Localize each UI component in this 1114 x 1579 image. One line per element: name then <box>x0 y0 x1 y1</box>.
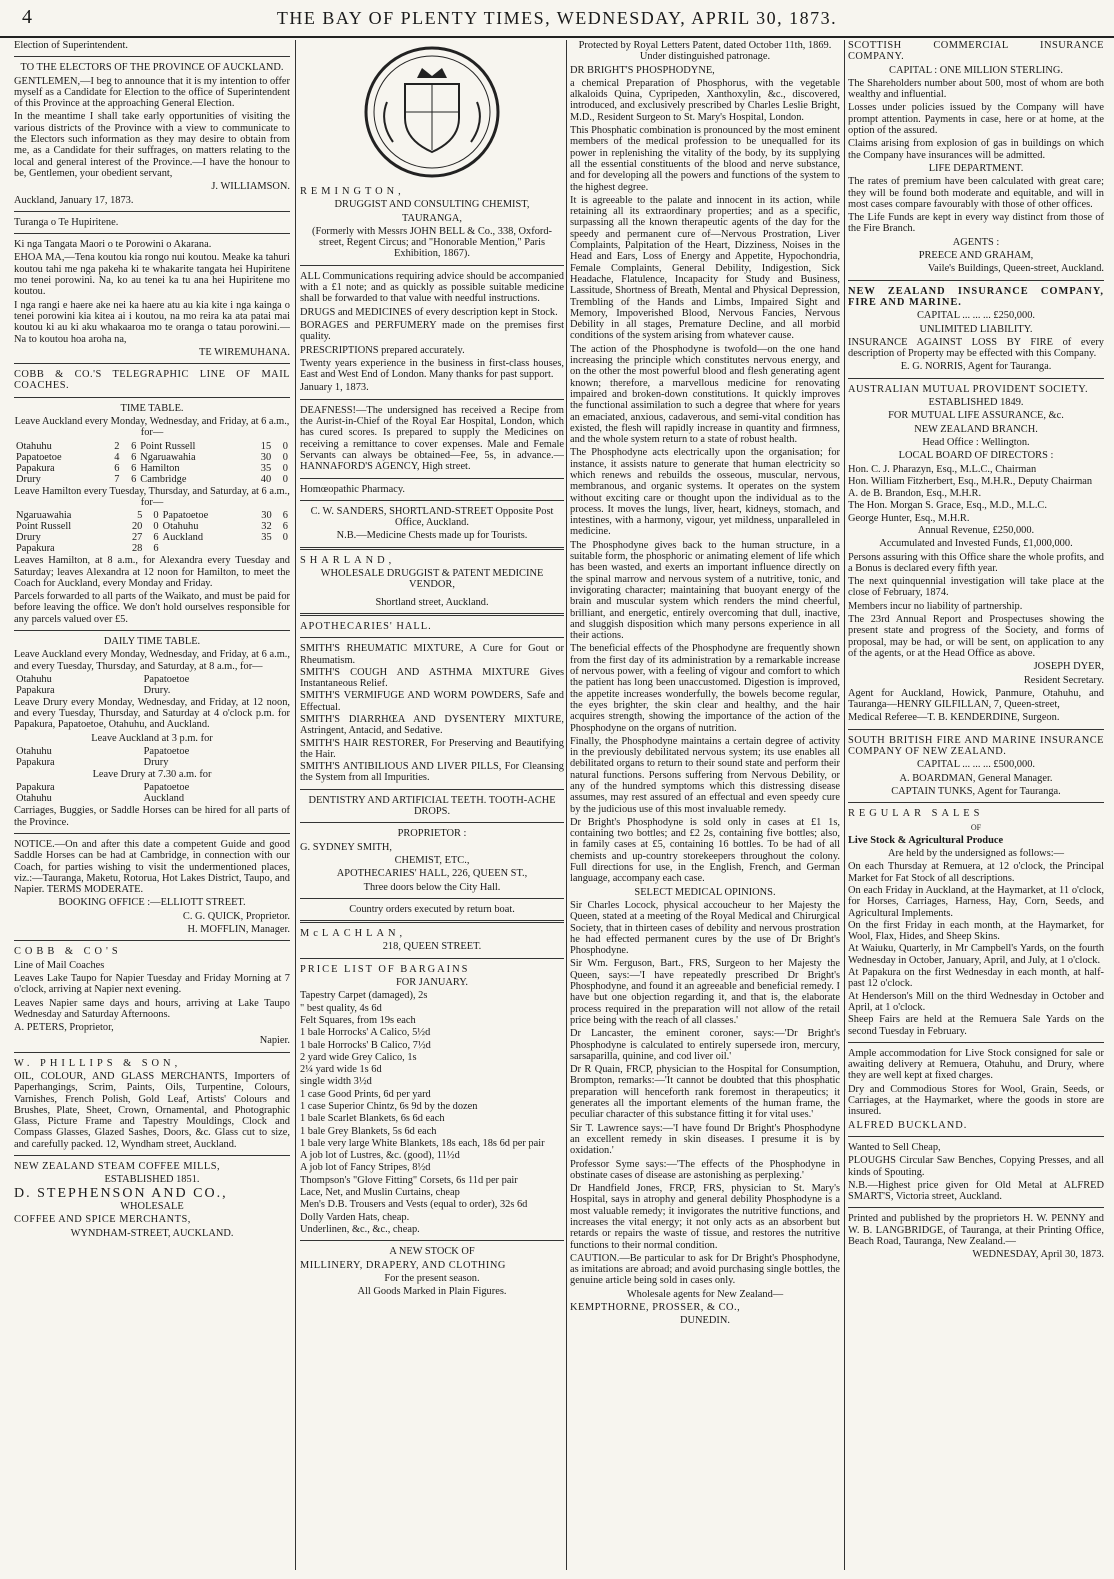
cobb-leave1: Leave Auckland every Monday, Wednesday, and Friday, at 6 a.m., for— <box>14 416 290 439</box>
fare-cell: 0 <box>153 521 159 533</box>
amp-p6: Medical Referee—T. B. KENDERDINE, Surgeon. <box>848 712 1060 724</box>
amp-sign: JOSEPH DYER, <box>1033 661 1104 673</box>
scottish-p3: Claims arising from explosion of gas in buildings on which the Company have insurances will be admitted. <box>848 138 1104 161</box>
director: George Hunter, Esq., M.H.R. <box>848 512 970 524</box>
nzins-p1: INSURANCE AGAINST LOSS BY FIRE of every description of Property may be effected with this Company. <box>848 336 1104 360</box>
sale-item: At Papakura on the first Wednesday in each month, at half-past 12 o'clock. <box>848 967 1104 990</box>
mclachlan-heading: PRICE LIST OF BARGAINS <box>300 963 470 975</box>
remington-trade: DRUGGIST AND CONSULTING CHEMIST, <box>334 199 530 211</box>
route-stop: Otahuhu <box>16 793 52 805</box>
fare-cell: 6 <box>282 521 288 533</box>
cobb-prop: C. G. QUICK, Proprietor. <box>182 910 290 922</box>
route-stop: Auckland <box>143 793 185 805</box>
sb-mgr: A. BOARDMAN, General Manager. <box>899 772 1053 784</box>
remington-p2: DRUGS and MEDICINES of every description kept in Stock. <box>300 306 558 318</box>
cobb-p7: Carriages, Buggies, or Saddle Horses can be hired for all parts of the Province. <box>14 805 290 828</box>
mclachlan-addr: 218, QUEEN STREET. <box>382 941 482 953</box>
amp-p4: The 23rd Annual Report and Prospectuses showing the present state and progress of the Society, and forms of proposal, may be had, or will be sent, on application to any of the agents, or at the Head Office as above. <box>848 614 1104 659</box>
fare-cell: 0 <box>282 473 288 485</box>
fare-cell: 35 <box>260 462 272 474</box>
fares-table-2 <box>14 510 290 554</box>
fare-row <box>14 521 290 532</box>
fare-cell: 30 <box>260 451 272 463</box>
bargain-item: 1 bale Grey Blankets, 5s 6d each <box>300 1125 437 1137</box>
mclachlan-ad <box>300 928 564 1235</box>
bargain-item: Thompson's "Glove Fitting" Corsets, 6s 11d per pair <box>300 1174 518 1186</box>
sale-item: On each Thursday at Remuera, at 12 o'clock, the Principal Market for Fat Stock of all descriptions. <box>848 861 1104 884</box>
scottish-firm: PREECE AND GRAHAM, <box>918 250 1034 262</box>
apothecaries-ad <box>300 621 564 915</box>
phosphodyne-paragraph: The Phosphodyne acts electrically upon the organisation; for instance, it assists nature to generate that human electricity so which renews and rebuilds the osseous, muscular, nervous, membranous, and organic systems. It operates on the system without exciting care or thought upon the individual as to the process. It moves the lungs, liver, heart, kidneys, stomach, and intestines, with a harmony, vigour, yet mildness, unparalleled in medicine. <box>570 447 840 538</box>
route-stop: Papatoetoe <box>143 673 190 685</box>
sb-capital: CAPITAL ... ... ... £500,000. <box>917 759 1035 771</box>
remington-p5: Twenty years experience in the business in first-class houses, East and West End of London. Many thanks for past support. <box>300 357 564 381</box>
remington-p1: ALL Communications requiring advice should be accompanied with a £1 note; and as quickly as possible suitable medicine shall be forwarded to that value with needful instructions. <box>300 270 564 305</box>
coffee-whole: WHOLESALE <box>120 1200 184 1212</box>
cobb-p4: Leave Drury every Monday, Wednesday, and Friday, at 12 noon, and every Tuesday, Thursday, and Saturday at 4 o'clock p.m. for Papakura, Papatoetoe, Otahuhu, and Auckland. <box>14 696 290 731</box>
sales-sub: Live Stock & Agricultural Produce <box>848 834 1004 846</box>
patent-line: Protected by Royal Letters Patent, dated October 11th, 1869. Under distinguished patronage. <box>578 40 832 63</box>
fare-cell: Papatoetoe <box>162 510 209 522</box>
cobb-p2: Parcels forwarded to all parts of the Waikato, and must be paid for before leaving the office. We don't hold ourselves responsible for any parcels valued over £5. <box>14 591 290 625</box>
life-department: LIFE DEPARTMENT. <box>928 162 1024 174</box>
fare-cell: Drury <box>16 473 41 485</box>
scottish-p5: The Life Funds are kept in every way distinct from those of the Fire Branch. <box>848 212 1104 235</box>
fare-cell: 0 <box>282 440 288 452</box>
phillips-ad <box>14 1058 290 1150</box>
stock-p1: For the present season. <box>384 1272 480 1284</box>
medical-opinion: Professor Syme says:—'The effects of the Phosphodyne in obstinate cases of disease are astonishing as perplexing.' <box>570 1158 840 1181</box>
fare-cell: Drury <box>16 532 41 544</box>
fare-cell: 6 <box>153 543 159 555</box>
fare-row <box>14 510 290 521</box>
fare-cell: 30 <box>261 510 272 522</box>
fare-cell: Point Russell <box>16 521 72 533</box>
bargain-item: Lace, Net, and Muslin Curtains, cheap <box>300 1187 460 1199</box>
remedy-item: SMITH'S HAIR RESTORER, For Preserving and Beautifying the Hair. <box>300 737 564 760</box>
column-3 <box>570 40 840 1572</box>
phosphodyne-body <box>570 125 840 885</box>
amp-funds: Accumulated and Invested Funds, £1,000,000. <box>879 538 1073 550</box>
nzins-unl: UNLIMITED LIABILITY. <box>919 323 1033 335</box>
amp-rev: Annual Revenue, £250,000. <box>917 524 1035 536</box>
route-table-3 <box>14 782 290 804</box>
cobb-p5: Leave Auckland at 3 p.m. for <box>91 732 213 744</box>
fare-cell: 0 <box>282 451 288 463</box>
fare-cell <box>274 543 290 554</box>
fare-cell <box>248 543 273 554</box>
sb-heading: SOUTH BRITISH FIRE AND MARINE INSURANCE COMPANY OF NEW ZEALAND. <box>848 734 1104 758</box>
route-table-2 <box>14 746 290 768</box>
fare-cell: 0 <box>282 532 288 544</box>
route-stop: Papatoetoe <box>143 746 190 758</box>
remedy-item: SMITH'S DIARRHŒA AND DYSENTERY MIXTURE, Astringent, Antacid, and Sedative. <box>300 713 564 737</box>
route-table-1 <box>14 674 290 696</box>
nz-insurance-ad <box>848 286 1104 373</box>
amp-p3: Members incur no liability of partnership. <box>848 600 1023 612</box>
cobb-booking: BOOKING OFFICE :—ELLIOTT STREET. <box>58 897 246 909</box>
column-1 <box>14 40 290 1572</box>
coffee-heading: NEW ZEALAND STEAM COFFEE MILLS, <box>14 1161 221 1173</box>
bargain-item: Felt Squares, from 19s each <box>300 1014 416 1026</box>
imprint-p1: Printed and published by the proprietors H. W. PENNY and W. B. LANGBRIDGE, of Tauranga, at their Printing Office, Beach Road, Tauranga, New Zealand.— <box>848 1213 1104 1248</box>
medical-opinion: Sir Charles Locock, physical accoucheur to her Majesty the Queen, stated at a meeting of the Royal Medical and Chirurgical Society, that in thirteen cases of debility and nervous prostration he had effected permanent cures by the use of Dr Bright's Phosphodyne. <box>570 899 840 957</box>
fare-cell: 4 <box>114 451 120 463</box>
medical-opinion: Dr Handfield Jones, FRCP, FRS, physician to St. Mary's Hospital, says in atrophy and general debility Phosphodyne is a most valuable remedy; it invigorates the nutritive functions, and increases the vital energy; it not only acts as an absorbent but retards or repairs the waste of tissue, and restores the nutritive functions to their normal condition. <box>570 1183 840 1251</box>
homoeo-ad <box>300 484 564 542</box>
homoeo-p2: N.B.—Medicine Chests made up for Tourists. <box>336 530 528 542</box>
daily-time-table-label: DAILY TIME TABLE. <box>103 635 201 647</box>
amp-for: FOR MUTUAL LIFE ASSURANCE, &c. <box>888 410 1064 422</box>
cobb-mgr: H. MOFFLIN, Manager. <box>187 924 290 936</box>
amp-p1: Persons assuring with this Office share the whole profits, and a Bonus is declared every fifth year. <box>848 551 1104 574</box>
medical-opinion: Sir T. Lawrence says:—'I have found Dr Bright's Phosphodyne an excellent remedy in skin diseases. I presume it is by oxidation.' <box>570 1122 840 1157</box>
cobb-leave2: Leave Hamilton every Tuesday, Thursday, and Saturday, at 6 a.m., for— <box>14 485 290 508</box>
cobb-coaches-ad <box>14 369 290 935</box>
cobb-notice: NOTICE.—On and after this date a competent Guide and good Saddle Horses can be had at Cambridge, in connection with our Coach, for parties wishing to visit the undermentioned places, viz.:—Tauranga, Maketu, Rotorua, Hot Lakes District, Taupo, and Napier. TERMS MODERATE. <box>14 838 290 896</box>
sharland-addr: Shortland street, Auckland. <box>375 596 489 608</box>
apoth-chem: CHEMIST, ETC., <box>394 854 470 866</box>
scottish-agents: AGENTS : <box>952 236 1000 248</box>
remington-date: January 1, 1873. <box>300 382 369 394</box>
sales-p2: Dry and Commodious Stores for Wool, Grain, Seeds, or Carriages, at the Haymarket, where the goods in store are insured. <box>848 1083 1104 1118</box>
royal-arms-seal-icon <box>357 42 507 182</box>
remington-former: (Formerly with Messrs JOHN BELL & Co., 338, Oxford-street, Regent Circus; and "Honorable Mention," Paris Exhibition, 1867). <box>311 225 553 260</box>
newspaper-title: THE BAY OF PLENTY TIMES, WEDNESDAY, APRIL 30, 1873. <box>276 8 838 28</box>
fare-row <box>14 543 290 554</box>
cobb2-prop: A. PETERS, Proprietor, <box>14 1022 114 1034</box>
sale-item: On the first Friday in each month, at the Haymarket, for Wool, Flax, Hides, and Sheep Skins. <box>848 919 1104 943</box>
south-british-ad <box>848 735 1104 797</box>
bargain-item: 1 bale Horrocks' A Calico, 5½d <box>300 1027 431 1039</box>
bargain-item: " best quality, 4s 6d <box>300 1002 382 1014</box>
column-rule <box>566 40 567 1570</box>
phosphodyne-paragraph: Dr Bright's Phosphodyne is sold only in cases at £1 1s, containing two bottles; and £2 2s, containing five bottles; also, in family cases at £5, containing 16 bottles. To be had of all chemists and up-country storekeepers throughout the colony. Full directions for use, in the English, French, and German language, accompany each case. <box>570 816 840 885</box>
fare-cell: 40 <box>260 473 272 485</box>
deafness-ad: DEAFNESS!—The undersigned has received a Recipe from the Aurist-in-Chief of the Royal Ear Hospital, London, which has cured scores. Is prepared to supply the Medicines on receiving a remittance to cover expenses. Male and Female Servants can always be obtained—Fee, 5s, in advance.—HANNAFORD'S AGENCY, High street. <box>300 404 564 473</box>
nzins-agent: E. G. NORRIS, Agent for Tauranga. <box>900 361 1052 373</box>
remedy-item: SMITH'S ANTIBILIOUS AND LIVER PILLS, For Cleansing the System from all Impurities. <box>300 761 564 784</box>
fare-cell: 35 <box>261 532 272 544</box>
scottish-p4: The rates of premium have been calculated with great care; they will be found both moderate and equitable, and will in most cases compare favourably with those of other offices. <box>848 176 1104 210</box>
fare-cell: Ngaruawahia <box>140 451 196 463</box>
scottish-p1: The Shareholders number about 500, most of whom are both wealthy and influential. <box>848 77 1104 101</box>
bargain-item: 1 bale Scarlet Blankets, 6s 6d each <box>300 1113 445 1125</box>
wholesale-agents: Wholesale agents for New Zealand— <box>626 1288 784 1300</box>
amp-ad <box>848 384 1104 724</box>
fare-cell: 32 <box>261 521 272 533</box>
bargain-item: 1 case Good Prints, 6d per yard <box>300 1088 431 1100</box>
amp-est: ESTABLISHED 1849. <box>928 397 1024 409</box>
scottish-insurance-ad <box>848 40 1104 275</box>
fare-row <box>14 474 290 485</box>
apoth-items <box>300 643 564 784</box>
sales-heading: REGULAR SALES <box>848 808 984 820</box>
phosphodyne-paragraph: Finally, the Phosphodyne maintains a certain degree of activity in the previously debilitated nervous system; its use enables all debilitated organs to return to their sound state and perform their natural functions. Persons suffering from Nervous Debility, or any of the hundred symptoms which this distressing disease assumes, may rest assured of an effectual and even speedy cure by the judicious use of this most invaluable remedy. <box>570 735 840 815</box>
column-rule <box>295 40 296 1570</box>
election-date: Auckland, January 17, 1873. <box>14 194 134 206</box>
sharland-ad <box>300 555 564 608</box>
fare-cell: 27 <box>131 532 143 544</box>
bargain-item: 2¼ yard wide 1s 6d <box>300 1064 382 1076</box>
cobb-p6: Leave Drury at 7.30 a.m. for <box>92 769 212 781</box>
election-to: TO THE ELECTORS OF THE PROVINCE OF AUCKLAND. <box>20 62 284 74</box>
fare-cell: 0 <box>282 462 288 474</box>
medical-opinions-heading: SELECT MEDICAL OPINIONS. <box>634 886 776 898</box>
fare-row <box>14 463 290 474</box>
medical-opinion: Dr Lancaster, the eminent coroner, says:—'Dr Bright's Phosphodyne is calculated to entirely supersede iron, mercury, sarsaparilla, quinine, and cod liver oil.' <box>570 1028 840 1062</box>
fare-row <box>14 452 290 463</box>
mclachlan-name: McLACHLAN, <box>300 928 407 940</box>
sales-intro: Are held by the undersigned as follows:— <box>887 848 1065 860</box>
bargain-item: Underlinen, &c., &c., cheap. <box>300 1223 420 1235</box>
phillips-body: OIL, COLOUR, AND GLASS MERCHANTS, Importers of Paperhangings, Scrim, Paints, Oils, Turpentine, Colours, Varnishes, French Polish, Gold Leaf, Artists' Colours and Brushes, Plate, Sheet, Crown, Ornamental, and Photographic Glass, Picture Frame and Tapestry Mouldings, Clock and Compass Glasses, Glazed Sashes, Doors, &c. Glass cut to size, and carefully packed. 12, Wyndham street, Auckland. <box>14 1071 290 1150</box>
fare-cell: Point Russell <box>140 440 196 452</box>
apoth-dentistry: DENTISTRY AND ARTIFICIAL TEETH. TOOTH-ACHE DROPS. <box>308 794 556 818</box>
scottish-capital: CAPITAL : ONE MILLION STERLING. <box>889 64 1063 76</box>
bargain-item: Men's D.B. Trousers and Vests (equal to order), 32s 6d <box>300 1199 528 1211</box>
maori-p2: I nga rangi e haere ake nei ka haere atu au kia kite i nga kainga o tenei porowini kia kitea ai i koutou, na mo reira ka ata patai mai koutou ki au ki aku whakaaroa mo te oranga o tatau porowini.—Na to koutou hoa aroha na, <box>14 299 290 345</box>
stock-p2: All Goods Marked in Plain Figures. <box>357 1286 507 1298</box>
phosphodyne-paragraph: The beneficial effects of the Phosphodyne are frequently shown from the first day of its administration by a remarkable increase of nervous power, with a feeling of vigour and comfort to which the patient has long been unaccustomed. Digestion is improved, the appetite increases wonderfully, the bowels become regular, the eyes brighter, the skin clear and healthy, and the hair acquires strength, showing the importance of the action of the Phosphodyne on the organs of nutrition. <box>570 643 840 734</box>
director: Hon. C. J. Pharazyn, Esq., M.L.C., Chairman <box>848 463 1037 475</box>
column-rule <box>844 40 845 1570</box>
mclachlan-sub: FOR JANUARY. <box>396 977 468 989</box>
bargain-item: 2 yard wide Grey Calico, 1s <box>300 1051 417 1063</box>
director: Hon. William Fitzherbert, Esq., M.H.R., Deputy Chairman <box>848 475 1093 487</box>
sale-item: At Waiuku, Quarterly, in Mr Campbell's Yards, on the fourth Wednesday in October, January, April, and July, at 1 o'clock. <box>848 943 1104 966</box>
remington-place: TAURANGA, <box>401 212 463 224</box>
phosphodyne-heading: DR BRIGHT'S PHOSPHODYNE, <box>570 64 715 76</box>
bargain-item: 1 bale very large White Blankets, 18s each, 18s 6d per pair <box>300 1137 545 1149</box>
sale-item: Sheep Fairs are held at the Remuera Sale Yards on the second Tuesday in February. <box>848 1014 1104 1037</box>
election-p1: GENTLEMEN,—I beg to announce that it is my intention to offer myself as a Candidate for Election to the office of Superintendent of this Province at the approaching General Election. <box>14 75 290 110</box>
agent-town: DUNEDIN. <box>680 1315 730 1327</box>
apoth-proplabel: PROPRIETOR : <box>397 828 467 840</box>
election-sign: J. WILLIAMSON. <box>211 181 290 193</box>
masthead <box>0 0 1114 38</box>
fare-cell: 28 <box>131 543 143 555</box>
nzins-heading: NEW ZEALAND INSURANCE COMPANY, FIRE AND MARINE. <box>848 285 1104 308</box>
election-heading: Election of Superintendent. <box>14 40 128 51</box>
amp-branch: NEW ZEALAND BRANCH. <box>914 423 1038 435</box>
fare-cell: 6 <box>282 510 288 522</box>
cobb2-sub: Line of Mail Coaches <box>14 959 105 971</box>
fare-cell: 6 <box>131 440 137 452</box>
cobb2-ad <box>14 946 290 1046</box>
fare-cell: 6 <box>114 462 120 474</box>
fare-cell: 6 <box>131 473 137 485</box>
fare-row <box>14 441 290 452</box>
scottish-p2: Losses under policies issued by the Company will have prompt attention. Payments in case, here or at home, at the option of the assured. <box>848 102 1104 137</box>
sharland-name: SHARLAND, <box>300 554 396 566</box>
maori-sign: TE WIREMUHANA. <box>198 346 290 358</box>
medical-opinion: Sir Wm. Ferguson, Bart., FRS, Surgeon to her Majesty the Queen, says:—'I have repeatedly prescribed Dr Bright's Phosphodyne, and found it an agreeable and beneficial remedy. I have but one objection regarding it, and that is, the elaborate process required in the preparation will not allow of the retail price being with the reach of all classes.' <box>570 958 840 1026</box>
sale-item: On each Friday in Auckland, at the Haymarket, at 11 o'clock, for Horses, Carriages, Harness, Hay, Corn, Seeds, and Agricultural Implements. <box>848 885 1104 919</box>
apoth-heading: APOTHECARIES' HALL. <box>300 620 432 632</box>
bargains-list <box>300 990 564 1235</box>
amp-office: Head Office : Wellington. <box>922 436 1030 448</box>
fare-cell: 2 <box>114 440 120 452</box>
bargain-item: 1 bale Horrocks' B Calico, 7½d <box>300 1039 431 1051</box>
cobb2-p1: Leaves Lake Taupo for Napier Tuesday and Friday Morning at 7 o'clock, arriving at Napier next evening. <box>14 972 290 996</box>
fare-cell: Hamilton <box>140 462 180 474</box>
fare-cell: Auckland <box>162 532 204 544</box>
remington-name: REMINGTON, <box>300 186 405 197</box>
maori-heading: Turanga o Te Hupiritene. <box>14 216 119 228</box>
scottish-heading: SCOTTISH COMMERCIAL INSURANCE COMPANY. <box>848 40 1104 63</box>
election-p2: In the meantime I shall take early opportunities of visiting the various districts of the Province with a view to communicate to the Electors such information as they may desire to obtain from me, as a Candidate for their suffrages, on matters relating to the local and general interest of the Province.—I have the honour to be, Gentlemen, your obedient servant, <box>14 111 290 179</box>
coffee-est: ESTABLISHED 1851. <box>104 1174 200 1186</box>
phosphodyne-paragraph: This Phosphatic combination is pronounced by the most eminent members of the medical profession to be unequalled for its power in replenishing the vitality of the body, by its supplying all the essential constituents of the blood and nerve substance, and for developing all the powers and functions of the system to the highest degree. <box>570 125 840 193</box>
director: The Hon. Morgan S. Grace, Esq., M.D., M.L.C. <box>848 500 1047 512</box>
maori-p1: EHOA MA,—Tena koutou kia rongo nui koutou. Meake ka tahuri koutou tahi me nga pakeha ki te whakarite tangata hei Hupiritene mo tenei porowini. Na, ko au tenei ka tu ana hei Hupiritene mo koutou. <box>14 252 290 298</box>
route-stop: Papakura <box>16 782 55 794</box>
phosphodyne-intro: a chemical Preparation of Phosphorus, with the vegetable alkaloids Quina, Cypripeden, Xanthoxylin, &c., discovered, introduced, and exclusively prescribed by Charles Leslie Bright, M.D., Resident Surgeon to St. Mary's Hospital, London. <box>570 77 840 123</box>
medical-opinions <box>570 900 840 1251</box>
stock-sub: MILLINERY, DRAPERY, AND CLOTHING <box>300 1259 506 1271</box>
fare-cell: 6 <box>153 532 159 544</box>
fare-cell: Papatoetoe <box>16 451 62 463</box>
sales-p1: Ample accommodation for Live Stock consigned for sale or awaiting delivery at Remuera, Otahuhu, and Drury, where they are well kept at fixed charges. <box>848 1047 1104 1082</box>
cobb-p1: Leaves Hamilton, at 8 a.m., for Alexandra every Tuesday and Saturday; leaves Alexandra at 12 noon for Hamilton, to meet the Coach for Auckland, every Monday and Friday. <box>14 555 290 589</box>
coffee-firm: D. STEPHENSON AND CO., <box>14 1185 228 1201</box>
remington-p3: BORAGES and PERFUMERY made on the premises first quality. <box>300 319 564 343</box>
cobb-p3: Leave Auckland every Monday, Wednesday, and Friday, at 6 a.m., and every Tuesday, Thursday, and Saturday, at 8 a.m., for— <box>14 649 290 672</box>
bargain-item: single width 3½d <box>300 1076 372 1088</box>
phosphodyne-paragraph: It is agreeable to the palate and innocent in its action, while retaining all its extraordinary properties; and as a specific, surpassing all the known therapeutic agents of the day for the speedy and permanent cure of—Nervous Prostration, Liver Complaints, Palpitation of the Heart, Dizziness, Noises in the Head and Ears, Loss of Energy and Appetite, Hypochondria, Female Complaints, General Debility, Indigestion, Sick Headache, Flatulence, Incapacity for Study and Business, Lassitude, Shortness of Breath, Mental and Physical Depression, Trembling of the Hands and Limbs, Impaired Sight and Memory, Impoverished Blood, Nervous Fancies, Nervous Debility in all stages, Premature Decline, and all morbid conditions of the system arising from whatever cause. <box>570 194 840 342</box>
amp-p5: Agent for Auckland, Howick, Panmure, Otahuhu, and Tauranga—HENRY GILFILLAN, 7, Queen-street, <box>848 687 1104 711</box>
fare-cell: 15 <box>260 440 272 452</box>
route-stop: Otahuhu <box>16 746 52 758</box>
amp-p2: The next quinquennial investigation will take place at the close of February, 1874. <box>848 576 1104 599</box>
column-2 <box>300 40 564 1572</box>
director: A. de B. Brandon, Esq., M.H.R. <box>848 488 982 500</box>
coffee-merch: COFFEE AND SPICE MERCHANTS, <box>14 1214 191 1226</box>
route-stop: Drury. <box>143 684 171 696</box>
bargain-item: A job lot of Lustres, &c. (good), 11½d <box>300 1150 460 1162</box>
caution: CAUTION.—Be particular to ask for Dr Bright's Phosphodyne, as imitations are abroad; and avoid purchasing single bottles, the genuine article being sold in cases only. <box>570 1252 840 1287</box>
new-stock-ad <box>300 1246 564 1297</box>
maori-subheading: Ki nga Tangata Maori o te Porowini o Akarana. <box>14 239 212 251</box>
fare-cell: 0 <box>153 510 159 522</box>
fare-cell: 6 <box>131 462 137 474</box>
remington-p4: PRESCRIPTIONS prepared accurately. <box>300 344 465 356</box>
remington-ad <box>300 186 564 394</box>
election-ad <box>14 40 290 206</box>
route-stop: Drury <box>143 757 169 769</box>
route-stop: Otahuhu <box>16 673 52 685</box>
bargain-item: 1 case Superior Chintz, 6s 9d by the dozen <box>300 1101 478 1112</box>
amp-title: Resident Secretary. <box>1023 674 1104 686</box>
agent-firm: KEMPTHORNE, PROSSER, & CO., <box>570 1302 741 1314</box>
regular-sales-ad <box>848 808 1104 1131</box>
bargain-item: A job lot of Fancy Stripes, 8½d <box>300 1162 431 1174</box>
homoeo-heading: Homœopathic Pharmacy. <box>300 483 405 495</box>
nzins-capital: CAPITAL ... ... ... £250,000. <box>917 310 1035 322</box>
fare-cell: Otahuhu <box>16 440 52 452</box>
imprint <box>848 1213 1104 1260</box>
fare-cell <box>161 543 249 554</box>
apoth-addr: APOTHECARIES' HALL, 226, QUEEN ST., <box>336 868 528 880</box>
cobb2-heading: COBB & CO'S <box>14 946 122 958</box>
fare-cell: Papakura <box>16 462 55 474</box>
sb-agent: CAPTAIN TUNKS, Agent for Tauranga. <box>891 785 1061 797</box>
route-stop: Papakura <box>16 684 55 696</box>
bargain-item: Dolly Varden Hats, cheap. <box>300 1211 410 1223</box>
route-stop: Papakura <box>16 757 55 769</box>
homoeo-p1: C. W. SANDERS, SHORTLAND-STREET Opposite Post Office, Auckland. <box>310 505 554 529</box>
fare-cell: Papakura <box>16 543 55 555</box>
apoth-near: Three doors below the City Hall. <box>363 881 501 893</box>
sale-item: At Henderson's Mill on the third Wednesday in October and April, at 1 o'clock. <box>848 990 1104 1013</box>
coffee-addr: WYNDHAM-STREET, AUCKLAND. <box>70 1227 234 1239</box>
apoth-orders: Country orders executed by return boat. <box>349 903 515 915</box>
stock-head: A NEW STOCK OF <box>389 1246 475 1258</box>
sales-items <box>848 861 1104 1036</box>
fares-table-1 <box>14 441 290 485</box>
amp-heading: AUSTRALIAN MUTUAL PROVIDENT SOCIETY. <box>848 383 1089 395</box>
bargain-item: Tapestry Carpet (damaged), 2s <box>300 990 428 1002</box>
remedy-item: SMITH'S COUGH AND ASTHMA MIXTURE Gives Instantaneous Relief. <box>300 666 564 690</box>
fare-cell: 6 <box>131 451 137 463</box>
remedy-item: SMITH'S RHEUMATIC MIXTURE, A Cure for Gout or Rheumatism. <box>300 643 564 666</box>
sharland-trade: WHOLESALE DRUGGIST & PATENT MEDICINE VENDOR, <box>320 568 544 591</box>
fare-row <box>14 532 290 543</box>
scottish-addr: Vaile's Buildings, Queen-street, Auckland. <box>927 263 1104 275</box>
phillips-heading: W. PHILLIPS & SON, <box>14 1057 182 1069</box>
page-number: 4 <box>22 6 32 28</box>
medical-opinion: Dr R Quain, FRCP, physician to the Hospital for Consumption, Brompton, remarks:—'It cannot be doubted that this phosphatic preparation will henceforth rank foremost in therapeutics; it generates all the important elements of the human frame, the peculiar character of this substance fitting it for vital uses.' <box>570 1064 840 1121</box>
wanted-p2: N.B.—Highest price given for Old Metal at ALFRED SMART'S, Victoria street, Auckland. <box>848 1179 1104 1203</box>
imprint-date: WEDNESDAY, April 30, 1873. <box>972 1249 1104 1261</box>
column-4 <box>848 40 1104 1572</box>
wanted-p1: PLOUGHS Circular Saw Benches, Copying Presses, and all kinds of Spouting. <box>848 1155 1104 1178</box>
maori-ad <box>14 217 290 358</box>
cobb-heading: COBB & CO.'S TELEGRAPHIC LINE OF MAIL COACHES. <box>14 369 290 392</box>
sales-of: OF <box>970 822 982 832</box>
fare-cell: Ngaruawahia <box>16 510 72 522</box>
amp-directors <box>848 464 1104 524</box>
route-stop: Papatoetoe <box>143 782 190 794</box>
fare-cell: Cambridge <box>140 473 187 485</box>
cobb2-place: Napier. <box>259 1035 290 1047</box>
time-table-label: TIME TABLE. <box>120 402 184 414</box>
coffee-ad <box>14 1161 290 1239</box>
cobb2-p2: Leaves Napier same days and hours, arriving at Lake Taupo Wednesday and Saturday Afternoons. <box>14 997 290 1020</box>
fare-cell: 5 <box>137 510 143 522</box>
fare-cell: 7 <box>114 473 120 485</box>
wanted-heading: Wanted to Sell Cheap, <box>848 1141 941 1153</box>
remedy-item: SMITH'S VERMIFUGE AND WORM POWDERS, Safe and Effectual. <box>300 690 564 713</box>
phosphodyne-paragraph: The action of the Phosphodyne is twofold—on the one hand increasing the principle which constitutes nervous energy, and on the other the most powerful blood and flesh generating agent known; therefore, a marvellous medicine for renovating impaired and broken-down constitutions. It quickly improves the functional assimilation to such a degree that where for years an emaciated, anxious, cadaverous, and semi-vital condition has existed, the flesh will rapidly increase in quantity and firmness, and the whole system return to a state of robust health. <box>570 343 840 446</box>
wanted-ad <box>848 1142 1104 1202</box>
phosphodyne-paragraph: The Phosphodyne gives back to the human structure, in a suitable form, the phosphoric or animating element of life which has been wasted, and exerts an important influence directly on the spinal marrow and nervous system of a nutritive, tonic, and invigorating character; maintaining that buoyant energy of the brain and muscular system which renders the mind cheerful, brilliant, and energetic, entirely overcoming that dull, inactive, and sluggish disposition which many persons experience in all their actions. <box>570 539 840 642</box>
fare-cell: Otahuhu <box>162 521 199 533</box>
sales-sign: ALFRED BUCKLAND. <box>848 1119 968 1131</box>
amp-board: LOCAL BOARD OF DIRECTORS : <box>898 450 1054 462</box>
fare-cell: 20 <box>131 521 143 533</box>
apoth-prop: G. SYDNEY SMITH, <box>300 841 392 853</box>
